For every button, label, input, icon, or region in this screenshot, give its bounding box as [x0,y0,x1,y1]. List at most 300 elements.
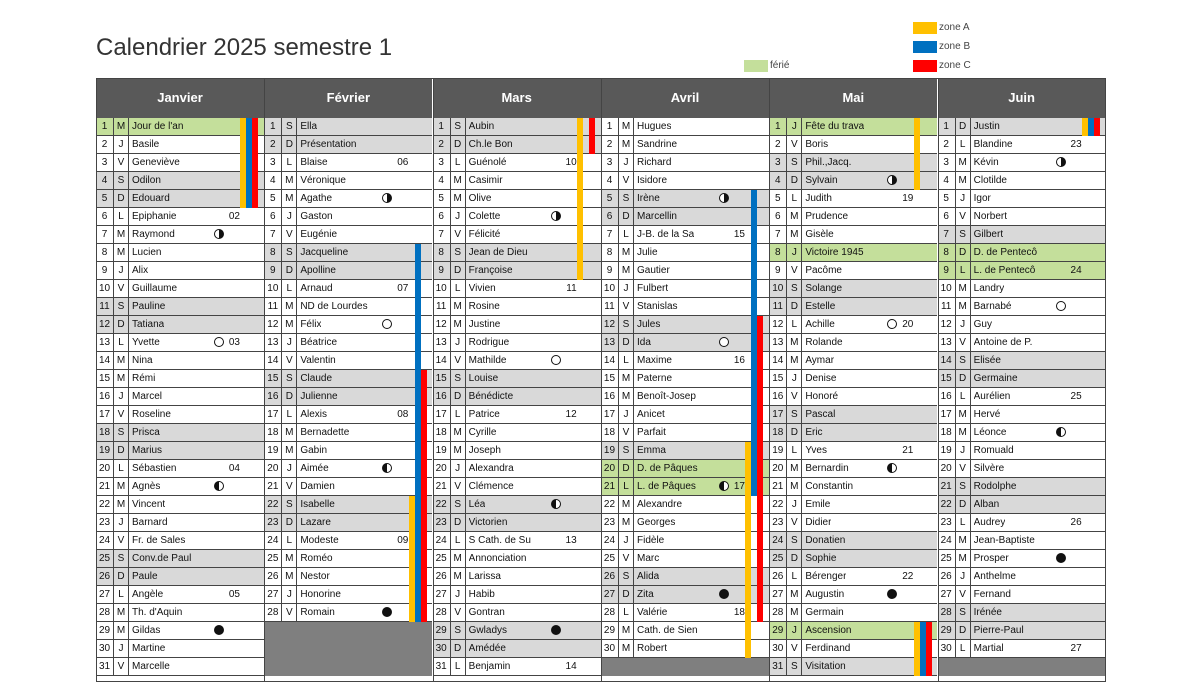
saint-name: Lucien [132,247,162,258]
day-number: 8 [938,244,956,261]
day-of-week: S [451,118,466,135]
saint-name: Casimir [468,175,503,186]
day-number: 14 [96,352,114,369]
day-row [601,424,769,442]
day-of-week: S [787,154,802,171]
day-of-week: M [619,388,634,405]
month-divider [601,78,602,682]
day-row [601,406,769,424]
day-row [938,388,1106,406]
day-of-week: J [787,496,802,513]
week-number: 27 [1070,643,1082,654]
day-of-week: S [787,532,802,549]
saint-name: Jean de Dieu [468,247,528,258]
zone-b-swatch [913,41,937,53]
day-row [938,622,1106,640]
day-row [601,334,769,352]
day-number: 2 [433,136,451,153]
day-number: 1 [96,118,114,135]
day-row [601,370,769,388]
day-number: 1 [938,118,956,135]
day-number: 4 [433,172,451,189]
day-of-week: D [956,118,971,135]
day-number: 21 [96,478,114,495]
day-row [96,478,264,496]
moon-phase-fq-icon [551,211,561,221]
saint-name: Valentin [300,355,336,366]
saint-name: Rolande [805,337,843,348]
saint-name: Félix [300,319,322,330]
day-row [769,496,937,514]
saint-name: Paule [132,571,158,582]
saint-name: Pacôme [805,265,842,276]
day-number: 2 [769,136,787,153]
day-of-week: D [282,388,297,405]
day-number: 4 [769,172,787,189]
moon-phase-full-icon [382,319,392,329]
day-number: 12 [769,316,787,333]
day-row [433,316,601,334]
saint-name: Angèle [132,589,164,600]
saint-name: Guillaume [132,283,178,294]
day-row [601,172,769,190]
day-row [938,298,1106,316]
saint-name: Apolline [300,265,336,276]
day-of-week: M [619,136,634,153]
moon-phase-lq-icon [719,481,729,491]
day-number: 12 [96,316,114,333]
day-of-week: L [451,658,466,675]
saint-name: Clémence [468,481,514,492]
day-number: 10 [96,280,114,297]
day-row [433,370,601,388]
day-number: 15 [938,370,956,387]
saint-name: Emile [805,499,831,510]
day-row [938,550,1106,568]
day-of-week: L [282,154,297,171]
day-row [433,586,601,604]
saint-name: Ch.le Bon [468,139,513,150]
saint-name: Claude [300,373,333,384]
day-number: 16 [769,388,787,405]
day-of-week: S [114,172,129,189]
saint-name: Norbert [973,211,1007,222]
day-number: 18 [938,424,956,441]
day-number: 20 [601,460,619,477]
day-number: 24 [769,532,787,549]
day-row [769,460,937,478]
saint-name: Bernadette [300,427,350,438]
calendar-grid [96,78,1106,682]
day-of-week: M [114,352,129,369]
day-number: 13 [769,334,787,351]
moon-phase-full-icon [719,337,729,347]
day-number: 25 [769,550,787,567]
week-number: 26 [1070,517,1082,528]
day-row [769,316,937,334]
day-number: 19 [938,442,956,459]
day-of-week: M [787,226,802,243]
saint-name: Anthelme [973,571,1016,582]
day-of-week: L [282,406,297,423]
day-row [264,154,432,172]
saint-name: Didier [805,517,832,528]
saint-name: Edouard [132,193,170,204]
day-of-week: S [619,316,634,333]
day-row [264,136,432,154]
day-of-week: M [282,172,297,189]
day-of-week: V [619,424,634,441]
day-row [433,442,601,460]
day-row [769,568,937,586]
day-of-week: S [451,496,466,513]
saint-name: Vivien [468,283,496,294]
day-number: 11 [96,298,114,315]
saint-name: Présentation [300,139,357,150]
zone-a-label: zone A [939,22,970,33]
day-number: 7 [433,226,451,243]
day-number: 7 [264,226,282,243]
saint-name: Agathe [300,193,333,204]
saint-name: Guénolé [468,157,507,168]
moon-phase-new-icon [887,589,897,599]
day-number: 7 [769,226,787,243]
day-of-week: D [114,442,129,459]
day-of-week: J [114,136,129,153]
day-number: 31 [433,658,451,675]
day-of-week: M [787,352,802,369]
saint-name: Prudence [805,211,849,222]
saint-name: Honoré [805,391,839,402]
day-of-week: D [787,172,802,189]
day-number: 25 [433,550,451,567]
day-of-week: M [619,496,634,513]
day-number: 2 [96,136,114,153]
moon-phase-full-icon [887,319,897,329]
day-number: 17 [769,406,787,423]
saint-name: Françoise [468,265,513,276]
day-row [96,550,264,568]
moon-phase-fq-icon [214,229,224,239]
moon-phase-fq-icon [719,193,729,203]
saint-name: Hugues [636,121,672,132]
day-number: 25 [96,550,114,567]
saint-name: L. de Pentecô [973,265,1036,276]
day-number: 5 [601,190,619,207]
saint-name: Barnard [132,517,168,528]
day-number: 13 [264,334,282,351]
day-number: 2 [264,136,282,153]
day-number: 14 [769,352,787,369]
day-row [96,370,264,388]
day-row [601,136,769,154]
month-header: Mars [433,78,601,118]
day-of-week: S [114,424,129,441]
saint-name: Roméo [300,553,333,564]
day-of-week: M [787,208,802,225]
day-row [264,496,432,514]
day-number: 15 [601,370,619,387]
day-of-week: L [282,532,297,549]
saint-name: Boris [805,139,829,150]
day-row [96,604,264,622]
day-of-week: J [787,370,802,387]
day-of-week: S [956,604,971,621]
day-number: 27 [96,586,114,603]
day-of-week: D [619,586,634,603]
month-header: Février [264,78,432,118]
day-number: 22 [769,496,787,513]
day-number: 19 [264,442,282,459]
saint-name: Basile [132,139,160,150]
day-number: 24 [938,532,956,549]
day-of-week: L [787,442,802,459]
day-row [601,352,769,370]
day-number: 30 [96,640,114,657]
month-mars [433,78,601,682]
saint-name: Rémi [132,373,156,384]
day-row [769,442,937,460]
day-of-week: S [282,244,297,261]
day-number: 9 [264,262,282,279]
saint-name: Lazare [300,517,331,528]
week-number: 18 [733,607,745,618]
saint-name: Bérenger [805,571,847,582]
day-row [938,334,1106,352]
day-number: 28 [938,604,956,621]
saint-name: Alexis [300,409,328,420]
day-number: 21 [433,478,451,495]
day-number: 21 [264,478,282,495]
day-of-week: J [451,334,466,351]
saint-name: Aurélien [973,391,1011,402]
saint-name: Julienne [300,391,338,402]
day-row [96,532,264,550]
day-number: 3 [938,154,956,171]
day-row [938,442,1106,460]
day-number: 23 [601,514,619,531]
day-of-week: J [451,460,466,477]
day-number: 19 [769,442,787,459]
saint-name: Fr. de Sales [132,535,186,546]
day-number: 4 [264,172,282,189]
saint-name: Elisée [973,355,1001,366]
day-of-week: S [956,226,971,243]
saint-name: Léa [468,499,486,510]
day-number: 6 [264,208,282,225]
day-row [264,334,432,352]
day-row [601,622,769,640]
day-row [938,478,1106,496]
day-number: 16 [938,388,956,405]
school-holiday-zone-c-bar [252,118,258,208]
saint-name: Guy [973,319,992,330]
day-of-week: D [114,568,129,585]
day-of-week: M [619,262,634,279]
day-row [433,334,601,352]
day-of-week: M [787,604,802,621]
day-number: 30 [938,640,956,657]
week-number: 03 [228,337,240,348]
day-of-week: L [619,352,634,369]
day-row [938,406,1106,424]
moon-phase-new-icon [382,607,392,617]
day-number: 7 [96,226,114,243]
day-row [769,622,937,640]
saint-name: Annonciation [468,553,527,564]
day-of-week: J [282,460,297,477]
day-of-week: M [956,154,971,171]
day-row [264,514,432,532]
day-number: 10 [264,280,282,297]
day-row [264,424,432,442]
day-of-week: M [114,496,129,513]
day-number: 8 [96,244,114,261]
day-row [769,136,937,154]
saint-name: Olive [468,193,492,204]
day-of-week: L [787,190,802,207]
day-row [601,244,769,262]
day-row [769,352,937,370]
saint-name: Rosine [468,301,500,312]
day-row [769,388,937,406]
month-filler [264,622,432,676]
day-number: 26 [769,568,787,585]
month-janvier [96,78,264,682]
day-of-week: J [282,586,297,603]
saint-name: Véronique [300,175,346,186]
week-number: 21 [902,445,914,456]
day-row [264,406,432,424]
month-mai [769,78,937,682]
saint-name: Th. d'Aquin [132,607,183,618]
saint-name: Kévin [973,157,999,168]
month-filler [938,658,1106,676]
saint-name: Victorien [468,517,508,528]
day-number: 1 [433,118,451,135]
saint-name: Jour de l'an [132,121,184,132]
day-row [433,298,601,316]
day-of-week: D [114,190,129,207]
day-number: 29 [96,622,114,639]
week-number: 24 [1070,265,1082,276]
day-row [769,280,937,298]
day-row [96,316,264,334]
day-row [769,424,937,442]
day-of-week: L [956,136,971,153]
day-of-week: M [956,172,971,189]
month-divider [769,78,770,682]
day-of-week: J [619,280,634,297]
day-of-week: V [956,460,971,477]
day-number: 25 [601,550,619,567]
saint-name: Isidore [636,175,667,186]
day-number: 9 [938,262,956,279]
saint-name: Agnès [132,481,161,492]
day-of-week: V [956,586,971,603]
day-of-week: S [619,190,634,207]
saint-name: Romain [300,607,335,618]
day-number: 18 [264,424,282,441]
day-of-week: J [787,622,802,639]
saint-name: Fête du trava [805,121,865,132]
saint-name: Odilon [132,175,161,186]
saint-name: Arnaud [300,283,333,294]
day-row [601,118,769,136]
saint-name: Cyrille [468,427,497,438]
day-number: 23 [264,514,282,531]
day-number: 16 [433,388,451,405]
day-of-week: M [451,172,466,189]
saint-name: Parfait [636,427,666,438]
school-holiday-zone-a-bar [577,118,583,280]
saint-name: ND de Lourdes [300,301,368,312]
day-of-week: D [619,460,634,477]
day-row [769,478,937,496]
day-row [433,550,601,568]
day-of-week: V [787,514,802,531]
day-of-week: M [451,568,466,585]
day-row [96,190,264,208]
day-number: 10 [601,280,619,297]
day-number: 21 [769,478,787,495]
saint-name: Clotilde [973,175,1007,186]
saint-name: Ella [300,121,318,132]
saint-name: Augustin [805,589,845,600]
day-row [433,262,601,280]
saint-name: J-B. de la Sa [636,229,695,240]
day-of-week: V [282,478,297,495]
day-of-week: M [956,532,971,549]
day-of-week: V [282,226,297,243]
day-row [264,352,432,370]
day-of-week: D [451,388,466,405]
saint-name: Hervé [973,409,1001,420]
month-février [264,78,432,682]
day-number: 20 [433,460,451,477]
day-number: 14 [601,352,619,369]
saint-name: Gautier [636,265,670,276]
day-of-week: M [619,118,634,135]
week-number: 13 [565,535,577,546]
day-row [601,280,769,298]
zone-c-swatch [913,60,937,72]
saint-name: Aimée [300,463,329,474]
day-row [938,136,1106,154]
day-row [769,226,937,244]
saint-name: Valérie [636,607,668,618]
day-row [96,334,264,352]
month-header: Avril [601,78,769,118]
day-of-week: V [114,154,129,171]
day-of-week: J [956,568,971,585]
week-number: 05 [228,589,240,600]
day-row [264,298,432,316]
day-number: 17 [96,406,114,423]
day-number: 15 [433,370,451,387]
day-of-week: L [787,316,802,333]
saint-name: Roseline [132,409,171,420]
saint-name: Yvette [132,337,160,348]
day-number: 9 [601,262,619,279]
day-number: 12 [433,316,451,333]
moon-phase-fq-icon [887,175,897,185]
day-number: 17 [938,406,956,423]
day-number: 25 [938,550,956,567]
day-number: 6 [938,208,956,225]
day-number: 25 [264,550,282,567]
day-row [96,496,264,514]
